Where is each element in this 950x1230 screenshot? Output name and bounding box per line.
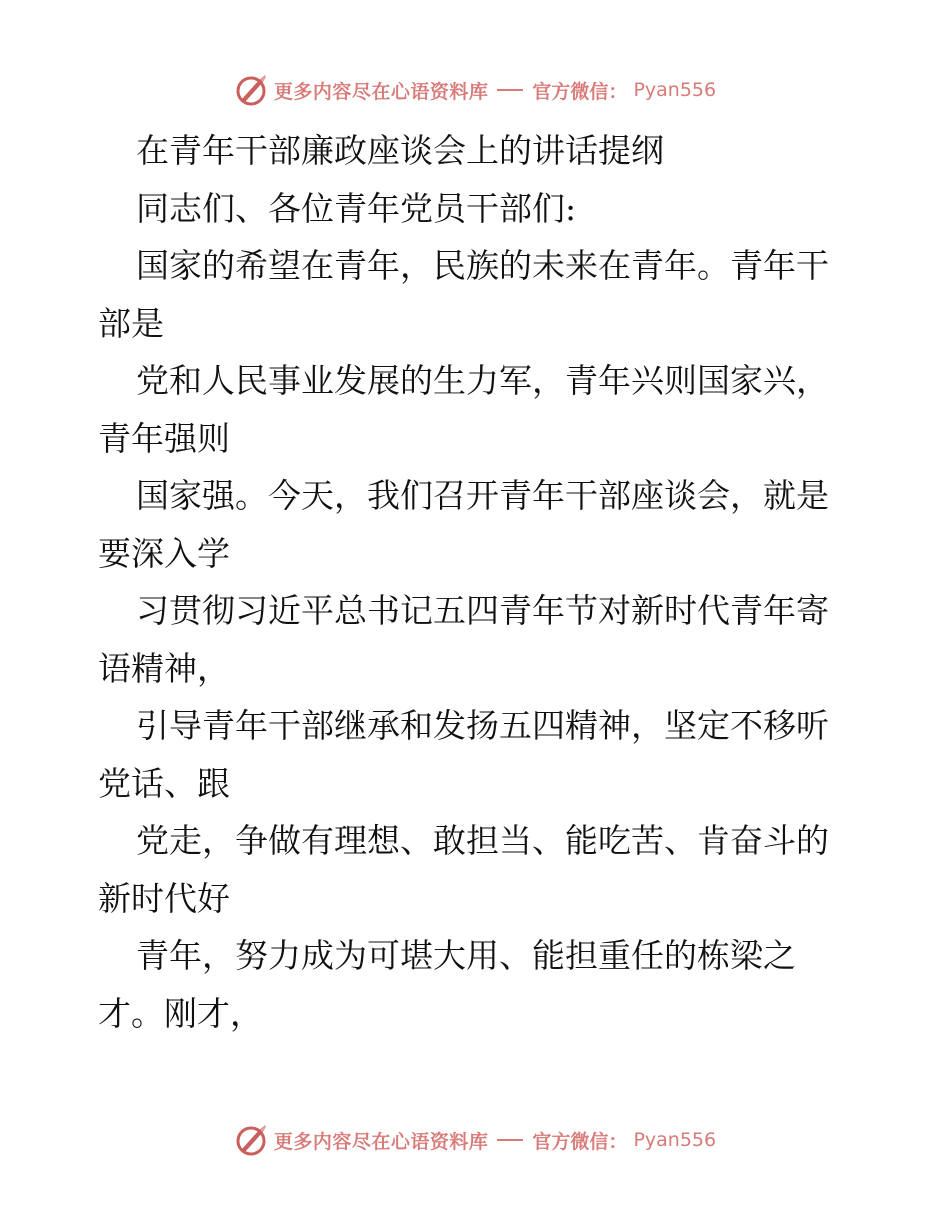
document-body	[98, 122, 858, 1042]
pen-circle-logo-icon	[234, 1123, 268, 1157]
document-line: 要深入学	[98, 533, 230, 573]
footer-watermark-banner	[0, 1120, 950, 1160]
pen-circle-logo-icon	[234, 73, 268, 107]
document-line: 国家的希望在青年，民族的未来在青年。青年干	[136, 246, 829, 285]
footer-banner-content	[234, 1123, 716, 1157]
document-line: 党走，争做有理想、敢担当、能吃苦、肯奋斗的	[136, 821, 829, 860]
document-line: 党和人民事业发展的生力军，青年兴则国家兴，	[136, 361, 829, 400]
banner-dash-divider	[497, 89, 523, 91]
banner-wechat-handle: Pyan556	[633, 1129, 717, 1151]
document-line: 部是	[98, 303, 164, 343]
document-line: 青年，努力成为可堪大用、能担重任的栋梁之	[136, 936, 796, 975]
document-line: 习贯彻习近平总书记五四青年节对新时代青年寄	[136, 591, 829, 630]
banner-official-label: 官方微信：	[532, 1130, 628, 1153]
banner-main-text: 更多内容尽在心语资料库	[273, 1130, 489, 1153]
header-banner-content	[234, 73, 716, 107]
banner-main-text: 更多内容尽在心语资料库	[273, 80, 489, 103]
document-line: 青年强则	[98, 418, 230, 458]
document-line: 语精神，	[98, 648, 230, 688]
banner-dash-divider	[497, 1139, 523, 1141]
banner-wechat-handle: Pyan556	[633, 79, 717, 101]
document-line: 新时代好	[98, 878, 230, 918]
header-watermark-banner	[0, 70, 950, 110]
document-title: 在青年干部廉政座谈会上的讲话提纲	[136, 131, 664, 170]
document-line: 引导青年干部继承和发扬五四精神，坚定不移听	[136, 706, 829, 745]
document-line: 国家强。今天，我们召开青年干部座谈会，就是	[136, 476, 829, 515]
banner-official-label: 官方微信：	[532, 80, 628, 103]
document-line: 同志们、各位青年党员干部们:	[136, 188, 577, 228]
document-line: 党话、跟	[98, 763, 230, 803]
document-line: 才。刚才，	[98, 993, 263, 1033]
